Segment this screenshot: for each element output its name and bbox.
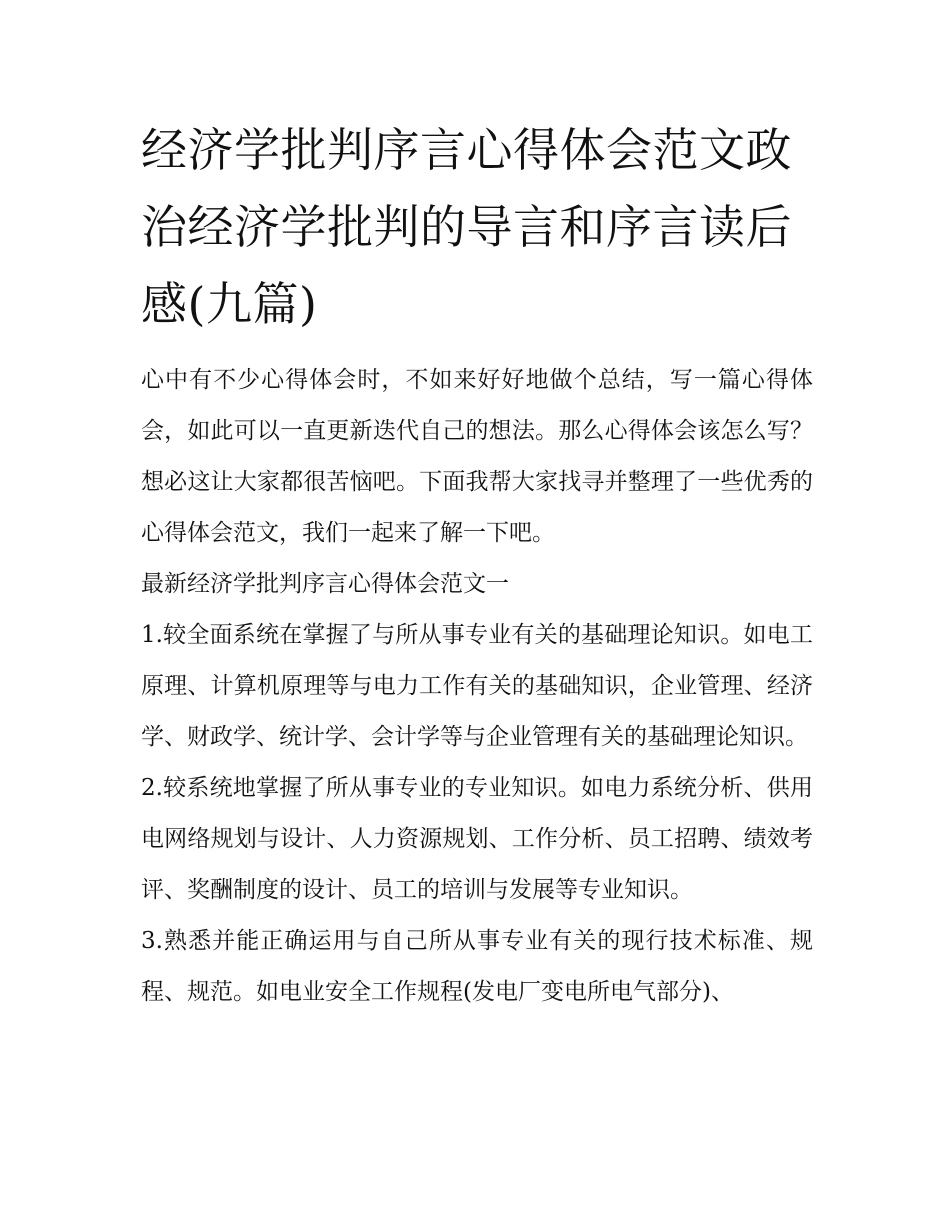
list-item-1: 1.较全面系统在掌握了与所从事专业有关的基础理论知识。如电工原理、计算机原理等与电力工作有关的基础知识，企业管理、经济学、财政学、统计学、会计学等与企业管理有关的基础理论知识。 [141,622,813,750]
document-title: 经济学批判序言心得体会范文政治经济学批判的导言和序言读后感(九篇) [141,123,792,331]
intro-paragraph: 心中有不少心得体会时，不如来好好地做个总结，写一篇心得体会，如此可以一直更新迭代自己的想法。那么心得体会该怎么写？想必这让大家都很苦恼吧。下面我帮大家找寻并整理了一些优秀的心得体会范文，我们一起来了解一下吧。 [141,367,813,546]
document-page [141,112,813,1018]
section-heading: 最新经济学批判序言心得体会范文一 [141,571,509,597]
list-item-2: 2.较系统地掌握了所从事专业的专业知识。如电力系统分析、供用电网络规划与设计、人力资源规划、工作分析、员工招聘、绩效考评、奖酬制度的设计、员工的培训与发展等专业知识。 [141,775,813,903]
title-block [141,112,813,343]
list-item-3: 3.熟悉并能正确运用与自己所从事专业有关的现行技术标准、规程、规范。如电业安全工作规程(发电厂变电所电气部分)、 [141,928,813,1005]
